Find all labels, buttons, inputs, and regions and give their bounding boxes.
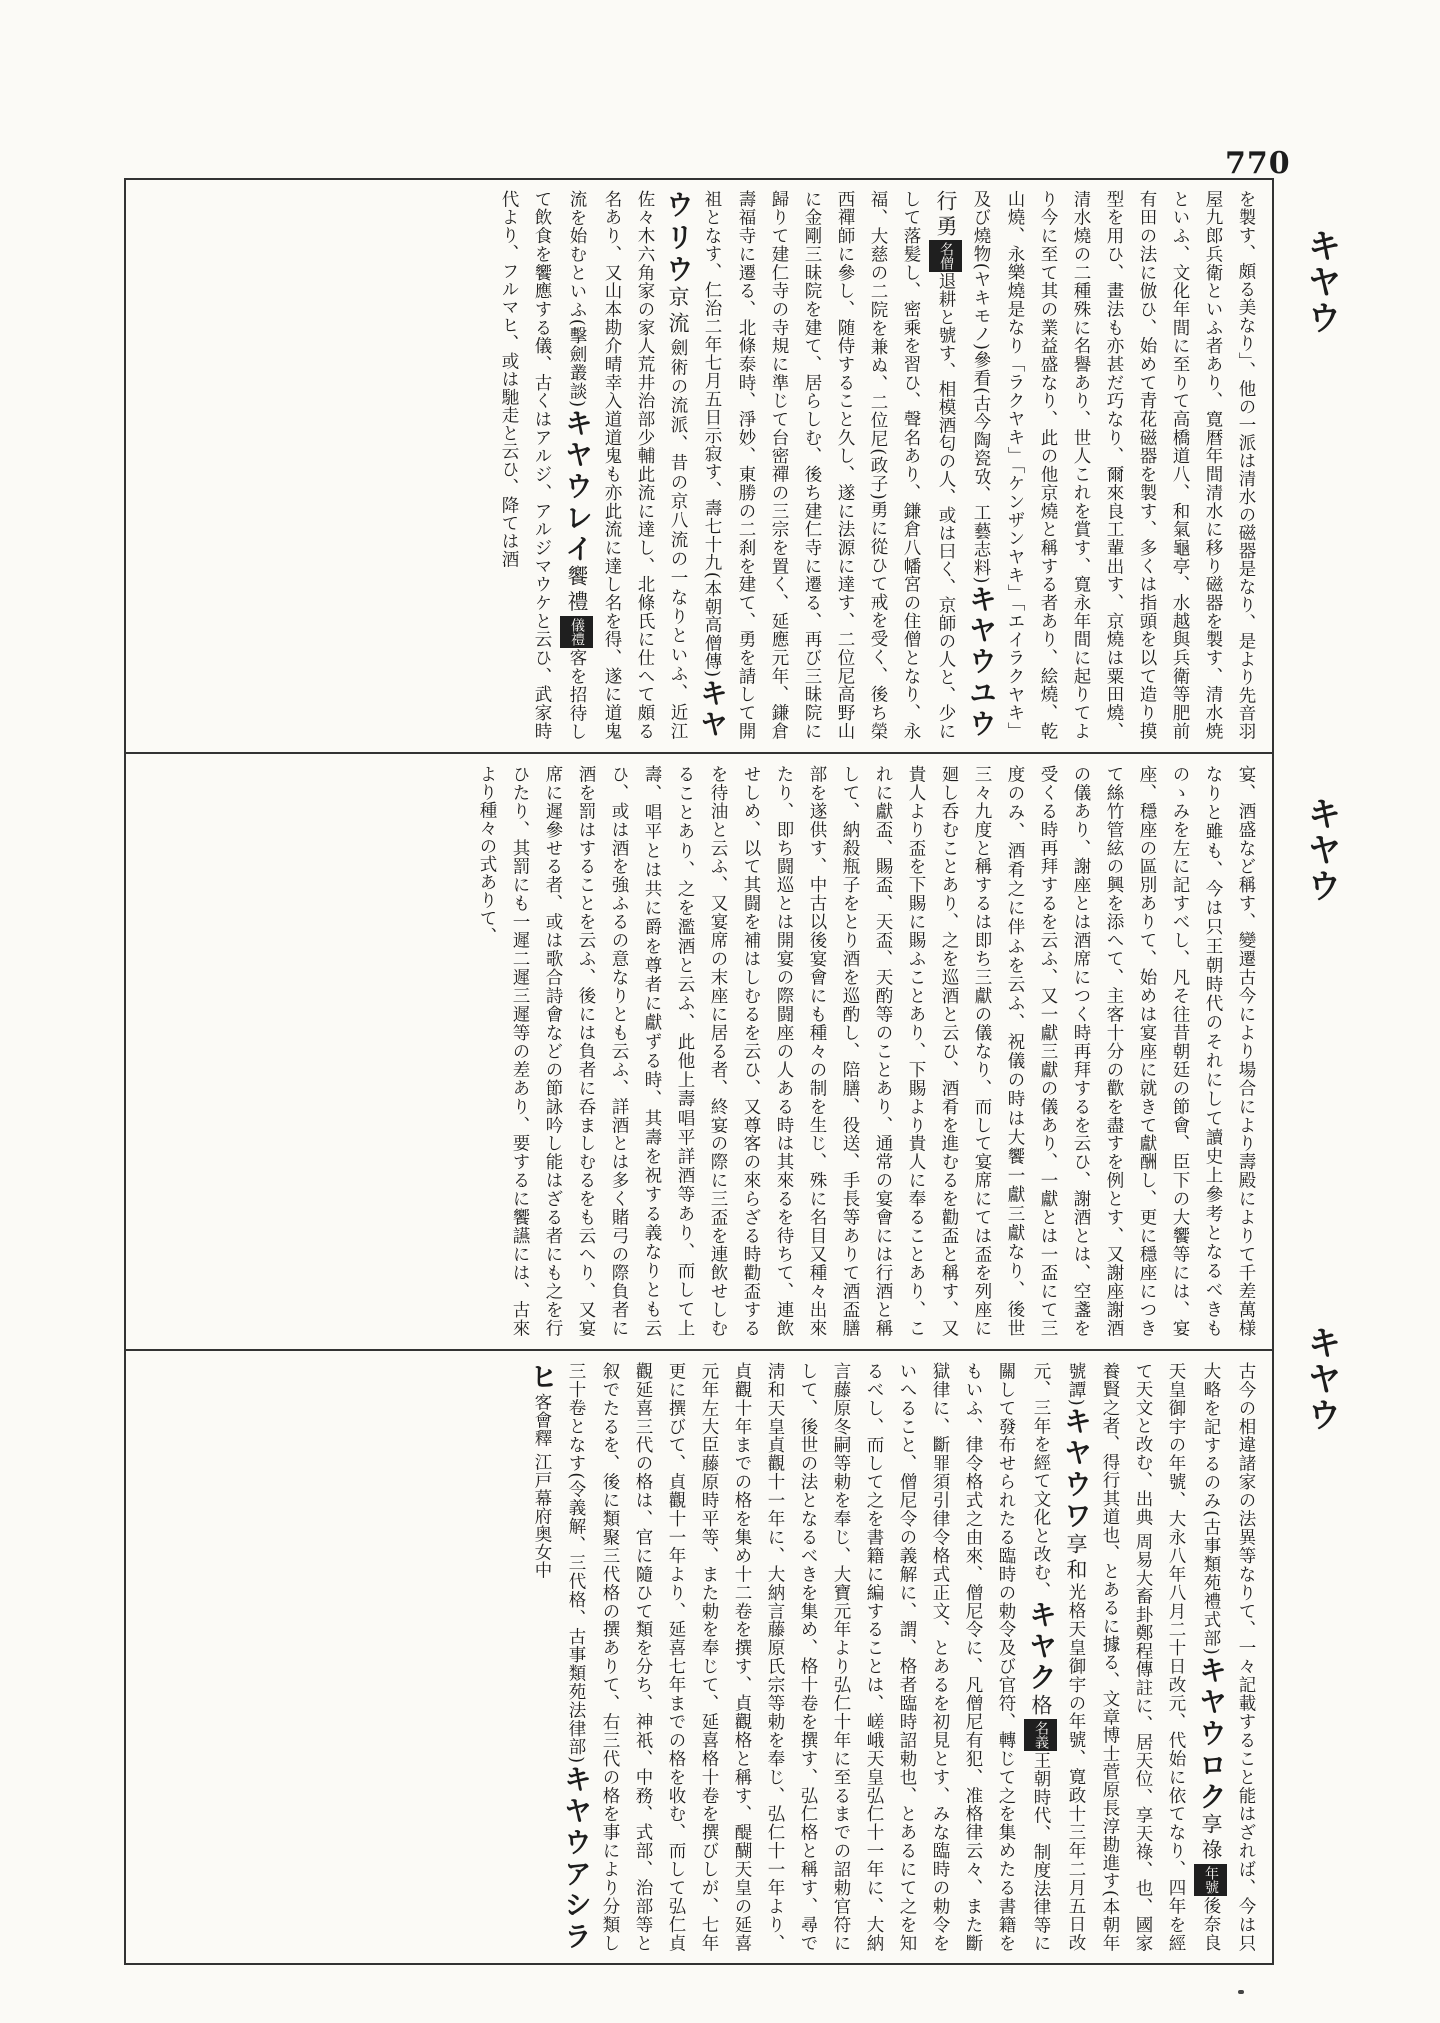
entry-headword: キヤウアシラヒ bbox=[526, 1362, 593, 1953]
entry-headword: キヤウユウ bbox=[965, 583, 998, 740]
running-header-bottom: キヤウ bbox=[1301, 1325, 1341, 1433]
entry-category-tag: 名僧 bbox=[929, 240, 962, 272]
tier-3 bbox=[132, 1356, 1266, 1958]
entry-body: 劍術の流派、昔の京八流の一なりといふ、近江佐々木六角家の家人荒井治部少輔此流に達し、北條氏に仕へて頗る名あり、又山本勘介晴幸入道道鬼も亦此流に達し名を得、遂に道鬼流を始むといふ(擊劍叢談) bbox=[567, 190, 688, 741]
tier-2 bbox=[132, 759, 1266, 1343]
entry-kanji: 享祿 bbox=[1199, 1813, 1223, 1865]
entry-body: 王朝時代、制度法律等に關して發布せられたる臨時の勅令及び官符、轉じて之を集めたる書籍をもいふ、律令格式之由來、僧尼令に、凡僧尼有犯、准格律云々、また斷獄律に、斷罪須引律令格式正文、とあるを初見とす、みな臨時の勅令をいへること、僧尼令の義解に、謂、格者臨時詔勅也、とあるにて之を知るべし、而して之を書籍に編することは、嵯峨天皇弘仁十一年に、大納言藤原冬嗣等勅を奉じ、大寶元年より弘仁十年に至るまでの詔勅官符にして、後世の法となるべきを集め、格十卷を撰す、弘仁格と稱す、尋で淸和天皇貞觀十一年に、大納言藤原氏宗等勅を奉じ、弘仁十一年より、貞觀十年までの格を集め十二卷を撰す、貞觀格と稱す、醍醐天皇の延喜元年左大臣藤原時平等、また勅を奉じて、延喜格十卷を撰びしが、七年更に撰びて、貞觀十一年より、延喜七年までの格を收む、而して弘仁貞觀延喜三代の格は、官に隨ひて類を分ち、神祇、中務、式部、治部等と叙でたるを、後に類聚三代格の撰ありて、右三代の格を事により分類し三十卷となす(令義解、三代格、古事類苑法律部) bbox=[566, 1362, 1051, 1953]
entry-headword: キヤウロク bbox=[1195, 1655, 1228, 1814]
entry-kanji: 京流 bbox=[666, 286, 690, 339]
entry-body: を製す、頗る美なり」、他の一派は清水の磁器是なり、是より先音羽屋九郎兵衛といふ者あり、寛暦年間清水に移り磁器を製す、清水焼といふ、文化年間に至りて高橋道八、和氣龜亭、水越與兵衛等肥前有田の法に倣ひ、始めて青花磁器を製す、多くは指頭を以て造り摸型を用ひ、畫法も亦甚だ巧なり、爾來良工輩出す、京燒は粟田燒、清水燒の二種殊に名譽あり、世人これを賞す、寛永年間に起りてより今に至て其の業益盛なり、此の他京燒と稱する者あり、絵燒、乾山燒、永樂燒是なり「ラクヤキ」「ケンザンヤキ」「エイラクヤキ」及び燒物(ヤキモノ)參看(古今陶瓷攷、工藝志料) bbox=[971, 190, 1256, 740]
page-number: 770 bbox=[1225, 146, 1291, 181]
tier-divider-1 bbox=[124, 752, 1274, 754]
entry-body: 後奈良天皇御宇の年號、大永八年八月二十日改元、代始に依てなり、四年を經て天文と改む、出典 周易大畜卦鄭程傳註に、居天位、享天祿、也、國家養賢之者、得行其道也、とあるに據る、文章博士菅原長淳勘進す(本朝年號譚) bbox=[1066, 1362, 1221, 1952]
entry-body: 客會釋 江戸幕府奥女中 bbox=[532, 1393, 552, 1580]
entry-kiyaku bbox=[566, 1362, 1058, 1953]
entry-kanji: 饗禮 bbox=[565, 565, 589, 616]
running-header-middle: キヤウ bbox=[1301, 796, 1341, 904]
entry-category-tag: 名義 bbox=[1024, 1719, 1057, 1751]
entry-kanji: 行勇 bbox=[934, 190, 958, 240]
entry-body: 宴、酒盛など稱す、變遷古今により場合により壽殿によりて千差萬様なりと雖も、今は只王朝時代のそれにして讀史上參考となるべきものゝみを左に記すべし、凡そ往昔朝廷の節會、臣下の大饗等には、宴座、穩座の區別ありて、始めは宴座に就きて獻酬し、更に穩座につきて絲竹管絃の興を添へて、主客十分の歡を盡すを例とす、又謝座謝酒の儀あり、謝座とは酒席につく時再拜するを云ひ、謝酒とは、空盞を受くる時再拜するを云ふ、又一獻三獻の儀あり、一獻とは一盃にて三度のみ、酒肴之に伴ふを云ふ、祝儀の時は大饗一獻三獻なり、後世三々九度と稱するは即ち三獻の儀なり、而して宴席にては盃を列座に廻し呑むことあり、之を巡酒と云ひ、酒肴を進むるを勸盃と稱す、又貴人より盃を下賜に賜ふことあり、下賜より貴人に奉ることあり、これに獻盃、賜盃、天盃、天酌等のことあり、通常の宴會には行酒と稱して、納殺瓶子をとり酒を巡酌し、陪膳、役送、手長等ありて酒盃膳部を遂供す、中古以後宴會にも種々の制を生じ、殊に名目又種々出來たり、即ち闘巡とは開宴の際闘座の人ある時は其來るを待ちて、連飲せしめ、以て其闘を補はしむるを云ひ、又尊客の來らざる時勸盃するを待油と云ふ、又宴席の末座に居る者、終宴の際に三盃を連飲せしむることあり、之を濫酒と云ふ、此他上壽唱平詳酒等あり、而して上壽、唱平とは共に爵を尊者に獻ずる時、其壽を祝する義なりとも云ひ、或は酒を強ふるの意なりとも云ふ、詳酒とは多く賭弓の際負者に酒を罰はすることを云ふ、後には負者に呑ましむるをも云へり、又宴席に遲參せる者、或は歌合詩會などの節詠吟し能はざる者にも之を行ひたり、其罰にも一遲二遲三遲等の差あり、要するに饗讌には、古來より種々の式ありて、 bbox=[477, 765, 1256, 1338]
entry-kanji: 享和 bbox=[1064, 1532, 1088, 1584]
running-header-top: キヤウ bbox=[1301, 228, 1341, 336]
entry-category-tag: 年號 bbox=[1194, 1864, 1227, 1896]
entry-kiyaurei-cont bbox=[477, 765, 1256, 1337]
tier-1 bbox=[132, 184, 1266, 746]
entry-category-tag: 儀禮 bbox=[560, 616, 593, 648]
entry-headword: キヤウリウ bbox=[662, 190, 729, 741]
entry-kiyauyu bbox=[702, 190, 998, 740]
entry-headword: キヤウワ bbox=[1060, 1406, 1093, 1533]
entry-body: 古今の相違諸家の法異等なりて、一々記載すること能はざれば、今は只大略を記するのみ(古事類苑禮式部) bbox=[1201, 1362, 1256, 1952]
entry-headword: キヤク bbox=[1025, 1599, 1058, 1694]
entry-body: 光格天皇御宇の年號、寛政十三年二月五日改元、三年を經て文化と改む、 bbox=[1031, 1362, 1086, 1953]
entry-body: 退耕と號す、相模酒匂の人、或は曰く、京師の人と、少にして落髪し、密乘を習ひ、聲名あり、鎌倉八幡宮の住僧となり、永福、大慈の二院を兼ぬ、二位尼(政子)勇に從ひて戒を受く、後ち榮西禪師に參し、随侍すること久し、遂に法源に達す、二位尼高野山に金剛三昧院を建て、居らしむ、後ち建仁寺に遷る、再び三昧院に歸りて建仁寺の寺規に準じて台密禪の三宗を置く、延應元年、鎌倉壽福寺に遷る、北條泰時、淨妙、東勝の二刹を建て、勇を請して開祖となす、仁治二年七月五日示寂す、壽七十九(本朝高僧傳) bbox=[702, 190, 956, 740]
entry-kanji: 格 bbox=[1029, 1693, 1053, 1719]
tier-divider-2 bbox=[124, 1349, 1274, 1351]
entry-body: 客を招待して飲食を饗應する儀、古くはアルジ、アルジマウケと云ひ、武家時代より、フルマヒ、或は馳走と云ひ、降ては酒 bbox=[499, 190, 587, 741]
entry-kiyau-cont bbox=[971, 190, 1256, 740]
ink-speck bbox=[1238, 1990, 1244, 1994]
entry-headword: キヤウレイ bbox=[561, 407, 594, 566]
